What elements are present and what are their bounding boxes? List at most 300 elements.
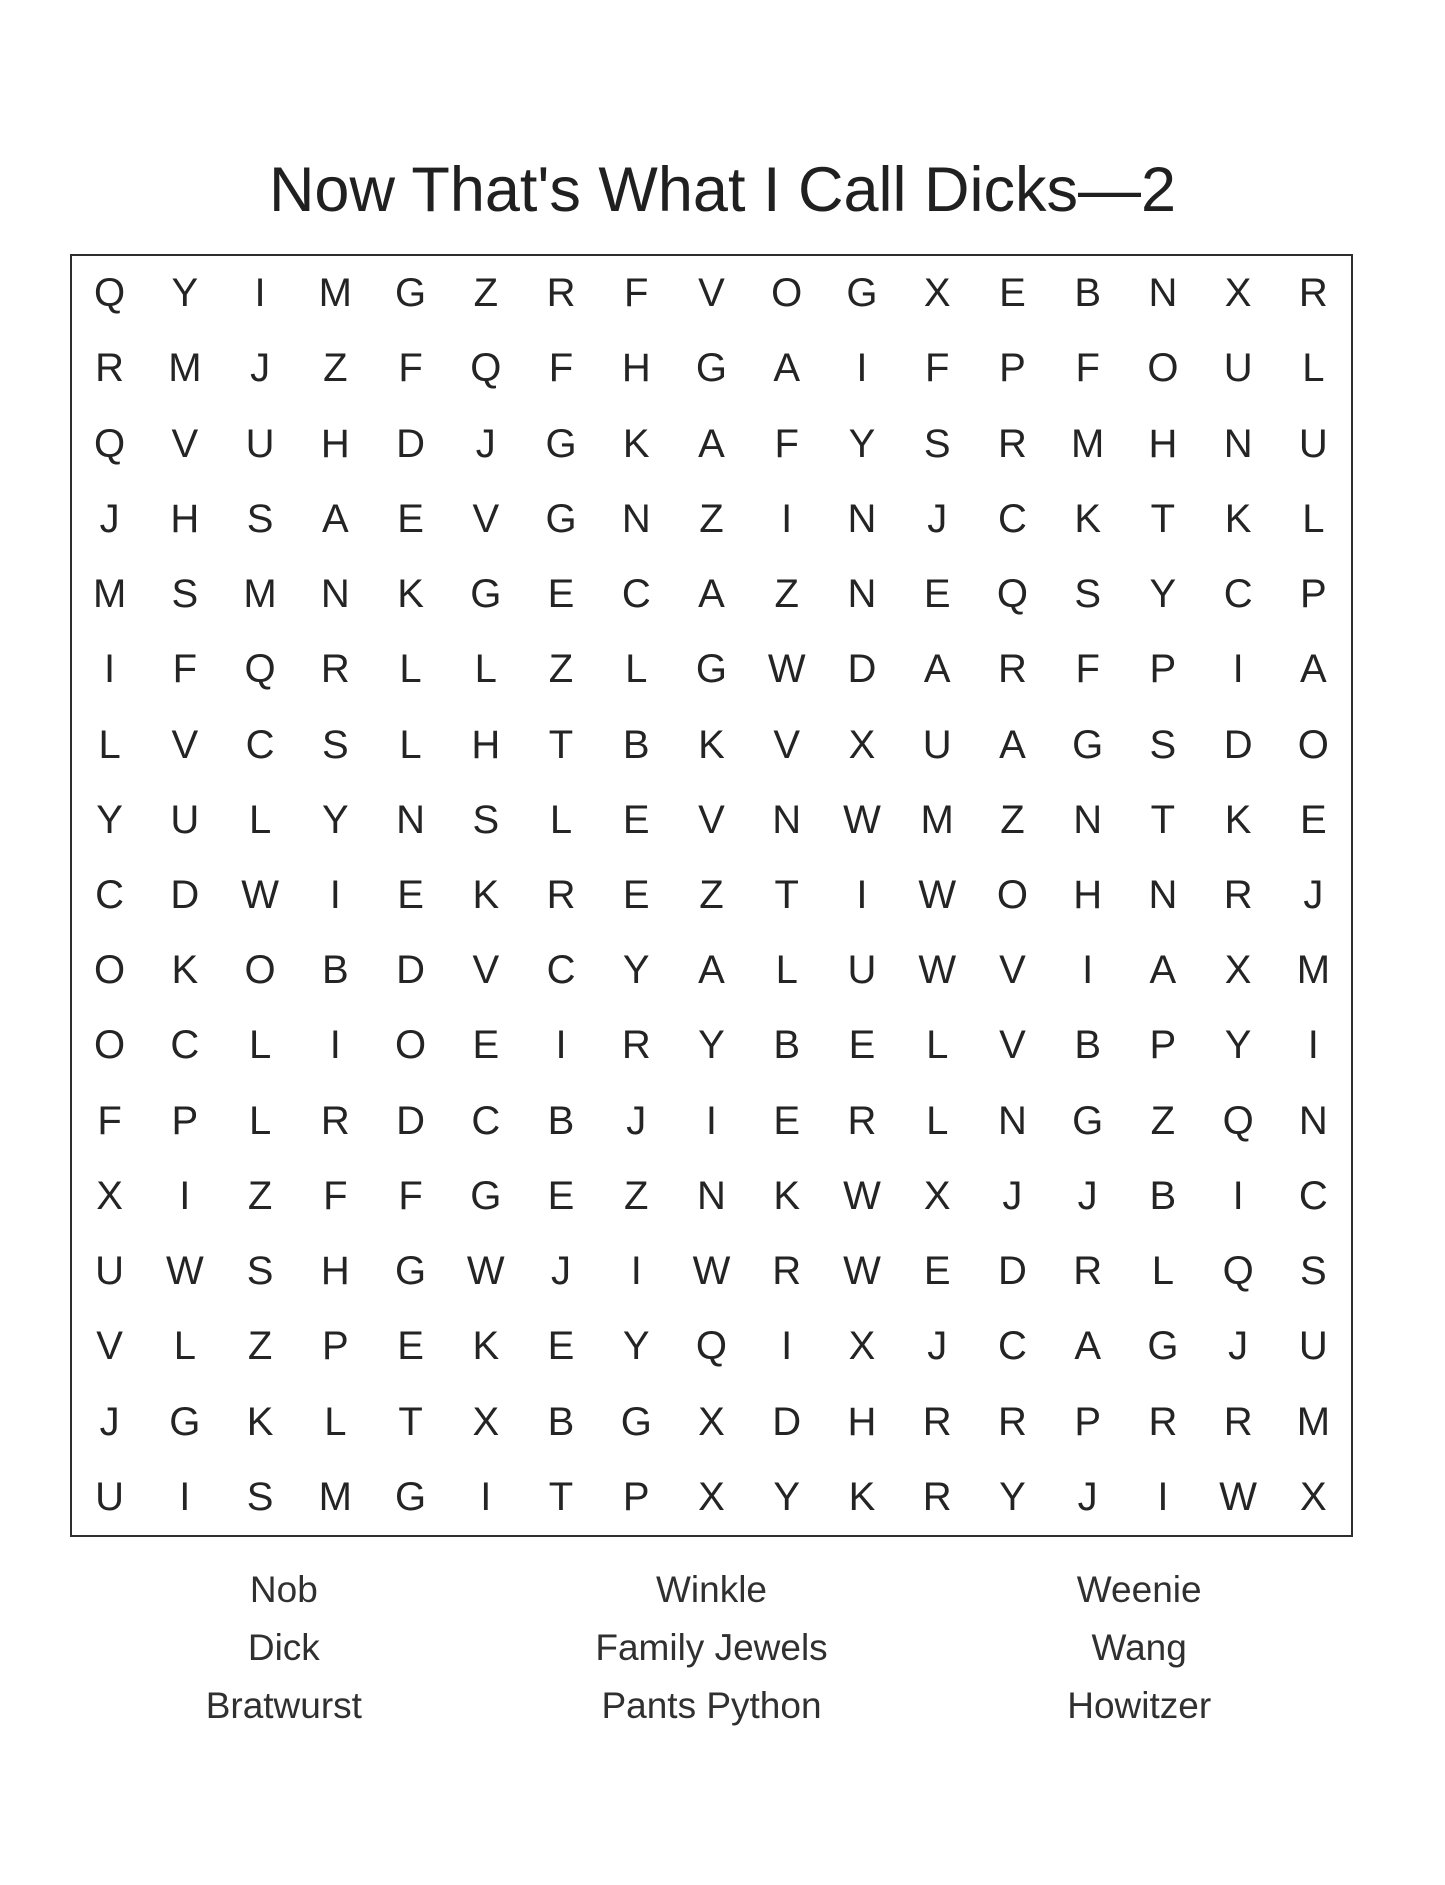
grid-row [72, 331, 1351, 406]
grid-cell[interactable]: Q [94, 421, 126, 466]
grid-cell[interactable]: A [999, 722, 1026, 767]
grid-cell[interactable]: S [171, 572, 199, 617]
grid-cell[interactable]: Y [622, 948, 650, 993]
grid-cell[interactable]: R [1223, 1399, 1253, 1444]
grid-cell[interactable]: U [95, 1474, 125, 1519]
grid-cell[interactable]: N [396, 797, 425, 842]
grid-cell[interactable]: F [172, 647, 198, 692]
grid-cell[interactable]: C [1223, 572, 1253, 617]
grid-cell[interactable]: V [773, 722, 801, 767]
grid-cell[interactable]: S [1300, 1249, 1327, 1294]
grid-cell[interactable]: J [927, 496, 948, 541]
grid-cell[interactable]: H [847, 1399, 877, 1444]
grid-cell[interactable]: P [622, 1474, 650, 1519]
grid-cell[interactable]: N [320, 572, 350, 617]
grid-cell[interactable]: X [698, 1399, 725, 1444]
grid-cell[interactable]: C [621, 572, 651, 617]
grid-cell[interactable]: X [923, 271, 951, 316]
grid-cell[interactable]: B [1074, 1023, 1101, 1068]
grid-cell[interactable]: K [1074, 496, 1101, 541]
grid-cell[interactable]: W [918, 872, 957, 917]
grid-cell[interactable]: E [999, 271, 1026, 316]
grid-cell[interactable]: T [1150, 496, 1176, 541]
grid-cell[interactable]: R [997, 647, 1027, 692]
grid-cell[interactable]: Y [171, 271, 199, 316]
grid-cell[interactable]: Q [695, 1324, 728, 1369]
grid-cell[interactable]: A [773, 346, 801, 391]
grid-cell[interactable]: G [695, 346, 728, 391]
grid-cell[interactable]: W [466, 1249, 505, 1294]
grid-cell[interactable]: X [1224, 948, 1252, 993]
grid-cell[interactable]: H [320, 421, 350, 466]
grid-cell[interactable]: Z [624, 1173, 649, 1218]
grid-cell[interactable]: W [692, 1249, 731, 1294]
word-search-grid [70, 254, 1353, 1537]
grid-cell[interactable]: X [1300, 1474, 1327, 1519]
grid-cell[interactable]: G [394, 271, 427, 316]
grid-cell[interactable]: G [545, 496, 577, 541]
grid-cell[interactable]: K [848, 1474, 876, 1519]
grid-cell[interactable]: Y [773, 1474, 801, 1519]
grid-cell[interactable]: G [846, 271, 878, 316]
grid-cell[interactable]: L [173, 1324, 196, 1369]
grid-cell[interactable]: C [95, 872, 125, 917]
grid-cell[interactable]: Q [996, 572, 1028, 617]
grid-row [72, 1460, 1351, 1535]
grid-cell[interactable]: Z [247, 1324, 273, 1369]
grid-cell[interactable]: I [705, 1098, 718, 1143]
grid-cell[interactable]: F [624, 271, 649, 316]
grid-cell[interactable]: G [394, 1249, 427, 1294]
grid-cell[interactable]: I [1307, 1023, 1319, 1068]
grid-cell[interactable]: B [321, 948, 349, 993]
grid-cell[interactable]: A [321, 496, 349, 541]
grid-cell[interactable]: G [1072, 722, 1104, 767]
grid-cell[interactable]: N [1148, 872, 1178, 917]
grid-cell[interactable]: D [847, 647, 877, 692]
grid-cell[interactable]: I [1082, 948, 1094, 993]
grid-cell[interactable]: O [996, 872, 1028, 917]
grid-cell[interactable]: V [698, 797, 725, 842]
grid-cell[interactable]: Y [698, 1023, 725, 1068]
grid-cell[interactable]: T [548, 1474, 574, 1519]
grid-cell[interactable]: H [170, 496, 200, 541]
grid-cell[interactable]: Z [548, 647, 574, 692]
grid-cell[interactable]: Z [1000, 797, 1025, 842]
grid-cell[interactable]: I [480, 1474, 492, 1519]
grid-cell[interactable]: Z [323, 346, 348, 391]
grid-cell[interactable]: E [547, 1324, 575, 1369]
grid-cell[interactable]: Q [1222, 1098, 1254, 1143]
grid-cell[interactable]: V [999, 1023, 1026, 1068]
grid-cell[interactable]: L [625, 647, 648, 692]
grid-cell[interactable]: H [471, 722, 501, 767]
grid-cell[interactable]: Y [1224, 1023, 1252, 1068]
grid-cell[interactable]: S [1149, 722, 1177, 767]
grid-cell[interactable]: I [781, 496, 793, 541]
grid-cell[interactable]: G [394, 1474, 427, 1519]
grid-cell[interactable]: J [927, 1324, 948, 1369]
grid-cell[interactable]: L [324, 1399, 347, 1444]
grid-cell[interactable]: I [1157, 1474, 1169, 1519]
grid-cell[interactable]: Y [321, 797, 349, 842]
grid-cell[interactable]: C [546, 948, 576, 993]
grid-cell[interactable]: X [848, 1324, 876, 1369]
grid-cell[interactable]: H [320, 1249, 350, 1294]
grid-cell[interactable]: R [1148, 1399, 1178, 1444]
grid-cell[interactable]: A [698, 421, 725, 466]
grid-cell[interactable]: Y [848, 421, 876, 466]
grid-cell[interactable]: T [548, 722, 574, 767]
grid-cell[interactable]: A [1149, 948, 1177, 993]
grid-row [72, 406, 1351, 481]
grid-cell[interactable]: J [99, 496, 120, 541]
grid-cell[interactable]: K [698, 722, 725, 767]
grid-cell[interactable]: L [248, 1098, 272, 1143]
grid-cell[interactable]: A [1300, 647, 1327, 692]
grid-cell[interactable]: W [843, 1249, 881, 1294]
grid-cell[interactable]: D [396, 948, 425, 993]
grid-cell[interactable]: Y [622, 1324, 650, 1369]
grid-cell[interactable]: O [244, 948, 276, 993]
grid-cell[interactable]: G [1072, 1098, 1104, 1143]
grid-cell[interactable]: U [1223, 346, 1253, 391]
grid-cell[interactable]: D [396, 1098, 425, 1143]
grid-cell[interactable]: M [318, 271, 352, 316]
grid-cell[interactable]: A [698, 948, 725, 993]
grid-cell[interactable]: D [1223, 722, 1253, 767]
grid-cell[interactable]: I [1232, 647, 1244, 692]
grid-cell[interactable]: M [1296, 948, 1331, 993]
grid-cell[interactable]: O [94, 948, 126, 993]
grid-cell[interactable]: R [320, 1098, 350, 1143]
grid-cell[interactable]: D [170, 872, 200, 917]
grid-cell[interactable]: V [171, 722, 199, 767]
grid-cell[interactable]: S [246, 1474, 274, 1519]
grid-cell[interactable]: J [1228, 1324, 1249, 1369]
grid-cell[interactable]: M [920, 797, 954, 842]
grid-cell[interactable]: B [1149, 1173, 1177, 1218]
grid-cell[interactable]: B [1074, 271, 1101, 316]
grid-cell[interactable]: S [246, 1249, 274, 1294]
grid-cell[interactable]: I [329, 872, 341, 917]
grid-row [72, 1159, 1351, 1234]
grid-cell[interactable]: I [856, 872, 868, 917]
grid-cell[interactable]: S [246, 496, 274, 541]
grid-cell[interactable]: J [250, 346, 271, 391]
grid-cell[interactable]: N [847, 572, 877, 617]
grid-cell[interactable]: E [622, 872, 650, 917]
grid-cell[interactable]: G [545, 421, 577, 466]
grid-cell[interactable]: V [96, 1324, 123, 1369]
grid-cell[interactable]: X [923, 1173, 951, 1218]
grid-cell[interactable]: I [179, 1474, 191, 1519]
grid-cell[interactable]: C [471, 1098, 501, 1143]
grid-cell[interactable]: U [1298, 421, 1328, 466]
grid-cell[interactable]: N [1148, 271, 1178, 316]
grid-cell[interactable]: Z [473, 271, 498, 316]
grid-cell[interactable]: Z [247, 1173, 273, 1218]
grid-cell[interactable]: R [997, 421, 1027, 466]
grid-cell[interactable]: N [697, 1173, 726, 1218]
grid-cell[interactable]: V [999, 948, 1026, 993]
grid-cell[interactable]: I [329, 1023, 341, 1068]
grid-cell[interactable]: K [472, 872, 500, 917]
grid-cell[interactable]: O [94, 1023, 126, 1068]
grid-cell[interactable]: F [924, 346, 950, 391]
grid-cell[interactable]: L [926, 1098, 949, 1143]
grid-cell[interactable]: L [775, 948, 798, 993]
grid-cell[interactable]: Y [999, 1474, 1026, 1519]
grid-cell[interactable]: X [698, 1474, 725, 1519]
grid-cell[interactable]: O [1147, 346, 1179, 391]
grid-cell[interactable]: E [397, 496, 424, 541]
grid-cell[interactable]: Y [96, 797, 123, 842]
grid-cell[interactable]: F [774, 421, 799, 466]
grid-cell[interactable]: R [546, 872, 576, 917]
grid-cell[interactable]: P [171, 1098, 199, 1143]
grid-row [72, 1008, 1351, 1083]
grid-cell[interactable]: V [171, 421, 199, 466]
grid-cell[interactable]: N [1298, 1098, 1328, 1143]
grid-cell[interactable]: U [245, 421, 275, 466]
grid-cell[interactable]: F [548, 346, 574, 391]
grid-cell[interactable]: I [856, 346, 868, 391]
grid-cell[interactable]: J [551, 1249, 572, 1294]
grid-cell[interactable]: W [165, 1249, 204, 1294]
grid-cell[interactable]: I [1232, 1173, 1244, 1218]
grid-cell[interactable]: S [923, 421, 951, 466]
grid-cell[interactable]: W [843, 797, 881, 842]
grid-cell[interactable]: J [1002, 1173, 1023, 1218]
grid-cell[interactable]: V [698, 271, 725, 316]
grid-cell[interactable]: W [241, 872, 279, 917]
grid-cell[interactable]: B [547, 1399, 575, 1444]
grid-cell[interactable]: Q [470, 346, 502, 391]
grid-cell[interactable]: T [774, 872, 799, 917]
grid-cell[interactable]: D [997, 1249, 1027, 1294]
grid-cell[interactable]: R [546, 271, 576, 316]
grid-cell[interactable]: E [622, 797, 650, 842]
grid-cell[interactable]: N [772, 797, 802, 842]
grid-cell[interactable]: K [171, 948, 199, 993]
grid-cell[interactable]: L [1151, 1249, 1175, 1294]
grid-cell[interactable]: J [1077, 1474, 1098, 1519]
grid-cell[interactable]: Z [699, 496, 724, 541]
grid-cell[interactable]: L [399, 722, 422, 767]
grid-cell[interactable]: X [472, 1399, 500, 1444]
grid-cell[interactable]: E [472, 1023, 500, 1068]
grid-cell[interactable]: N [847, 496, 877, 541]
grid-cell[interactable]: N [997, 1098, 1027, 1143]
grid-cell[interactable]: F [323, 1173, 348, 1218]
grid-cell[interactable]: K [397, 572, 424, 617]
grid-cell[interactable]: M [92, 572, 127, 617]
grid-cell[interactable]: J [626, 1098, 647, 1143]
grid-cell[interactable]: P [1300, 572, 1327, 617]
grid-cell[interactable]: O [1297, 722, 1329, 767]
grid-cell[interactable]: Q [94, 271, 126, 316]
grid-cell[interactable]: A [698, 572, 725, 617]
grid-cell[interactable]: R [1223, 872, 1253, 917]
grid-cell[interactable]: P [321, 1324, 349, 1369]
grid-cell[interactable]: M [1071, 421, 1105, 466]
grid-cell[interactable]: M [168, 346, 202, 391]
grid-cell[interactable]: E [848, 1023, 876, 1068]
grid-cell[interactable]: U [170, 797, 200, 842]
grid-cell[interactable]: V [472, 948, 500, 993]
grid-cell[interactable]: T [1150, 797, 1176, 842]
grid-cell[interactable]: G [169, 1399, 201, 1444]
grid-cell[interactable]: R [320, 647, 350, 692]
grid-cell[interactable]: B [622, 722, 650, 767]
grid-cell[interactable]: K [1224, 496, 1252, 541]
grid-cell[interactable]: E [547, 572, 575, 617]
grid-cell[interactable]: J [475, 421, 496, 466]
grid-cell[interactable]: Z [1150, 1098, 1176, 1143]
grid-cell[interactable]: G [620, 1399, 652, 1444]
grid-cell[interactable]: G [470, 1173, 502, 1218]
grid-cell[interactable]: W [843, 1173, 881, 1218]
grid-cell[interactable]: B [773, 1023, 801, 1068]
grid-cell[interactable]: A [1074, 1324, 1101, 1369]
grid-cell[interactable]: L [1302, 346, 1325, 391]
grid-cell[interactable]: P [999, 346, 1026, 391]
grid-cell[interactable]: C [245, 722, 275, 767]
grid-cell[interactable]: X [848, 722, 876, 767]
grid-cell[interactable]: Q [1222, 1249, 1254, 1294]
grid-row [72, 482, 1351, 557]
grid-cell[interactable]: R [621, 1023, 651, 1068]
grid-cell[interactable]: N [1073, 797, 1103, 842]
grid-cell[interactable]: K [622, 421, 650, 466]
grid-cell[interactable]: I [555, 1023, 567, 1068]
grid-cell[interactable]: C [170, 1023, 200, 1068]
grid-row [72, 707, 1351, 782]
grid-cell[interactable]: F [1075, 647, 1100, 692]
grid-cell[interactable]: E [773, 1098, 801, 1143]
grid-cell[interactable]: Z [699, 872, 724, 917]
grid-cell[interactable]: L [474, 647, 497, 692]
grid-cell[interactable]: L [248, 1023, 272, 1068]
grid-cell[interactable]: A [923, 647, 951, 692]
grid-cell[interactable]: U [1298, 1324, 1328, 1369]
grid-cell[interactable]: R [1298, 271, 1328, 316]
grid-cell[interactable]: R [922, 1399, 952, 1444]
grid-cell[interactable]: S [321, 722, 349, 767]
grid-cell[interactable]: U [922, 722, 952, 767]
grid-cell[interactable]: U [95, 1249, 125, 1294]
grid-cell[interactable]: L [248, 797, 272, 842]
grid-cell[interactable]: C [997, 1324, 1027, 1369]
grid-cell[interactable]: P [1149, 647, 1177, 692]
grid-cell[interactable]: H [621, 346, 651, 391]
grid-cell[interactable]: E [397, 1324, 424, 1369]
grid-cell[interactable]: W [918, 948, 957, 993]
grid-row [72, 632, 1351, 707]
grid-cell[interactable]: F [398, 1173, 423, 1218]
grid-cell[interactable]: M [318, 1474, 352, 1519]
grid-cell[interactable]: H [1148, 421, 1178, 466]
grid-cell[interactable]: G [695, 647, 728, 692]
grid-cell[interactable]: E [923, 1249, 951, 1294]
grid-cell[interactable]: P [1074, 1399, 1101, 1444]
grid-cell[interactable]: E [397, 872, 424, 917]
grid-cell[interactable]: K [246, 1399, 274, 1444]
grid-cell[interactable]: V [472, 496, 500, 541]
grid-cell[interactable]: S [472, 797, 500, 842]
grid-cell[interactable]: C [1298, 1173, 1328, 1218]
word-list-item: Bratwurst [205, 1685, 362, 1726]
grid-cell[interactable]: O [394, 1023, 427, 1068]
grid-cell[interactable]: D [772, 1399, 802, 1444]
grid-cell[interactable]: T [398, 1399, 423, 1444]
grid-cell[interactable]: K [1224, 797, 1252, 842]
grid-cell[interactable]: R [922, 1474, 952, 1519]
grid-cell[interactable]: K [472, 1324, 500, 1369]
grid-cell[interactable]: G [470, 572, 502, 617]
grid-cell[interactable]: Y [1149, 572, 1177, 617]
grid-cell[interactable]: L [1302, 496, 1325, 541]
grid-cell[interactable]: B [547, 1098, 575, 1143]
grid-cell[interactable]: N [1223, 421, 1253, 466]
grid-cell[interactable]: R [997, 1399, 1027, 1444]
grid-cell[interactable]: R [1073, 1249, 1103, 1294]
grid-cell[interactable]: I [781, 1324, 793, 1369]
grid-cell[interactable]: X [1224, 271, 1252, 316]
grid-cell[interactable]: F [97, 1098, 122, 1143]
grid-cell[interactable]: H [1073, 872, 1103, 917]
grid-cell[interactable]: E [1300, 797, 1327, 842]
grid-cell[interactable]: J [99, 1399, 120, 1444]
grid-cell[interactable]: R [95, 346, 125, 391]
grid-cell[interactable]: F [398, 346, 423, 391]
grid-cell[interactable]: L [399, 647, 422, 692]
grid-cell[interactable]: K [773, 1173, 801, 1218]
grid-cell[interactable]: L [98, 722, 121, 767]
grid-cell[interactable]: P [1149, 1023, 1177, 1068]
grid-row [72, 557, 1351, 632]
grid-cell[interactable]: I [630, 1249, 642, 1294]
grid-cell[interactable]: E [923, 572, 951, 617]
grid-cell[interactable]: G [1147, 1324, 1179, 1369]
grid-cell[interactable]: M [243, 572, 277, 617]
grid-cell[interactable]: W [1219, 1474, 1258, 1519]
grid-cell[interactable]: E [547, 1173, 575, 1218]
grid-cell[interactable]: L [926, 1023, 949, 1068]
grid-cell[interactable]: F [1075, 346, 1100, 391]
grid-cell[interactable]: L [549, 797, 573, 842]
grid-cell[interactable]: I [179, 1173, 191, 1218]
grid-cell[interactable]: J [1303, 872, 1324, 917]
grid-cell[interactable]: C [997, 496, 1027, 541]
grid-cell[interactable]: O [771, 271, 803, 316]
grid-cell[interactable]: S [1074, 572, 1101, 617]
grid-cell[interactable]: N [621, 496, 651, 541]
grid-cell[interactable]: Q [244, 647, 276, 692]
grid-cell[interactable]: J [1077, 1173, 1098, 1218]
grid-cell[interactable]: M [1296, 1399, 1331, 1444]
grid-cell[interactable]: R [847, 1098, 877, 1143]
grid-cell[interactable]: Z [774, 572, 799, 617]
grid-cell[interactable]: R [772, 1249, 802, 1294]
grid-cell[interactable]: U [847, 948, 877, 993]
grid-cell[interactable]: D [396, 421, 425, 466]
grid-cell[interactable]: W [767, 647, 806, 692]
grid-cell[interactable]: I [104, 647, 116, 692]
grid-cell[interactable]: I [254, 271, 266, 316]
grid-cell[interactable]: X [96, 1173, 123, 1218]
